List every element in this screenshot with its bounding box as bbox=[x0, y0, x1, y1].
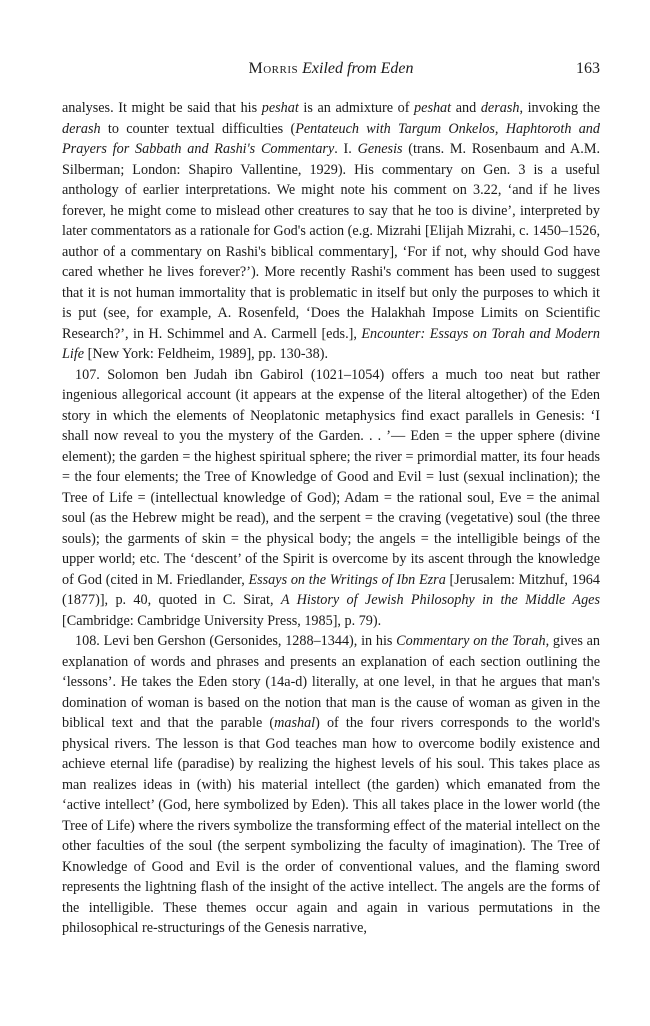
italic-text: Genesis bbox=[357, 141, 403, 157]
italic-text: Encounter: Essays on Torah and Modern Life bbox=[62, 325, 600, 362]
page-number: 163 bbox=[576, 60, 600, 77]
text-run: [New York: Feldheim, 1989], pp. 130-38). bbox=[84, 346, 329, 362]
page-body bbox=[62, 98, 600, 939]
running-head-title: Exiled from Eden bbox=[302, 60, 414, 77]
italic-text: peshat bbox=[414, 100, 452, 116]
italic-text: derash bbox=[62, 120, 101, 137]
italic-text: Pentateuch with Targum Onkelos, Haphtoroth and Prayers for Sabbath and Rashi's Commentary bbox=[62, 120, 600, 157]
italic-text: peshat bbox=[261, 100, 299, 116]
paragraph-continuation bbox=[62, 98, 600, 365]
italic-text: Essays on the Writings of Ibn Ezra bbox=[248, 571, 446, 588]
italic-text: derash bbox=[480, 100, 520, 116]
text-run: [Jerusalem: Mitzhuf, 1964 (1877)], p. 40, quoted in C. Sirat, bbox=[62, 571, 600, 608]
text-run: , gives an explanation of words and phrases and presents an explanation of each section outlining the ‘lessons’. He takes the Eden story (14a-d) literally, at one level, in that he argues that man's domination of woman is based on the notion that man is the cause of woman as given in the biblical text and that the parable ( bbox=[62, 633, 601, 731]
text-run: and bbox=[451, 100, 481, 116]
text-run: ) of the four rivers corresponds to the world's physical rivers. The lesson is that God teaches man how to overcome bodily existence and achieve eternal life (paradise) by realizing the highest levels of his soul. This takes place as man realizes ideas in (with) his material intellect (the garden) which emanated from the ‘active intellect’ (God, here symbolized by Eden). This all takes place in the lower world (the Tree of Life) where the rivers symbolize the transforming effect of the material intellect on the other faculties of the soul (the serpent symbolizing the faculty of imagination). The Tree of Knowledge of Good and Evil is the order of conventional values, and the flaming sword represents the lightning flash of the insight of the active intellect. The angels are the forms of the intelligible. These themes occur again and again in various permutations in the philosophical re-structurings of the Genesis narrative, bbox=[62, 715, 600, 936]
text-run: (trans. M. Rosenbaum and A.M. Silberman; London: Shapiro Vallentine, 1929). His commentary on Gen. 3 is a useful anthology of earlier interpretations. We might note his comment on 3.22, ‘and if he lives forever, he might come to mislead other creatures to say that he too is divine’, interpreted by later commentators as a rationale for God's action (e.g. Mizrahi [Elijah Mizrahi, c. 1450–1526, author of a commentary on Rashi's biblical commentary], ‘For if not, why should God have cared whether he lives forever?’). More recently Rashi's comment has been used to suggest that it is not human immortality that is problematic in itself but only the purposes to which it is put (see, for example, A. Rosenfeld, ‘Does the Halakhah Impose Limits on Scientific Research?’, in H. Schimmel and A. Carmell [eds.], bbox=[62, 141, 601, 342]
footnote-108 bbox=[62, 631, 600, 939]
italic-text: mashal bbox=[274, 715, 316, 731]
text-run: to counter textual difficulties ( bbox=[100, 120, 296, 137]
italic-text: Commentary on the Torah bbox=[396, 633, 546, 649]
text-run: analyses. It might be said that his bbox=[62, 100, 262, 116]
running-head bbox=[62, 58, 600, 80]
running-header bbox=[62, 58, 600, 80]
footnote-107 bbox=[62, 365, 600, 632]
running-head-author: Morris bbox=[248, 60, 299, 77]
text-run: [Cambridge: Cambridge University Press, 1985], p. 79). bbox=[62, 612, 382, 629]
text-run: , invoking the bbox=[519, 100, 600, 116]
italic-text: A History of Jewish Philosophy in the Middle Ages bbox=[280, 592, 600, 608]
text-run: is an admixture of bbox=[298, 100, 415, 116]
text-run: 108. Levi ben Gershon (Gersonides, 1288–1344), in his bbox=[75, 633, 397, 649]
text-run: 107. Solomon ben Judah ibn Gabirol (1021–1054) offers a much too neat but rather ingenious allegorical account (it appears at the expense of the literal altogether) of the Eden story in which the elements of Neoplatonic metaphysics find exact parallels in Genesis: ‘I shall now reveal to you the mystery of the Garden. . . ’— Eden = the upper sphere (divine element); the garden = the highest spiritual sphere; the river = primordial matter, its four heads = the four elements; the Tree of Knowledge of Good and Evil = lust (sexual inclination); the Tree of Life = (intellectual knowledge of God); Adam = the rational soul, Eve = the animal soul (as the Hebrew might be read), and the serpent = the craving (vegetative) soul (the three souls); the garments of skin = the physical body; the angels = the intelligible beings of the upper world; etc. The ‘descent’ of the Spirit is overcome by its ascent through the knowledge of God (cited in M. Friedlander, bbox=[62, 366, 600, 588]
text-run: . I. bbox=[334, 141, 358, 157]
